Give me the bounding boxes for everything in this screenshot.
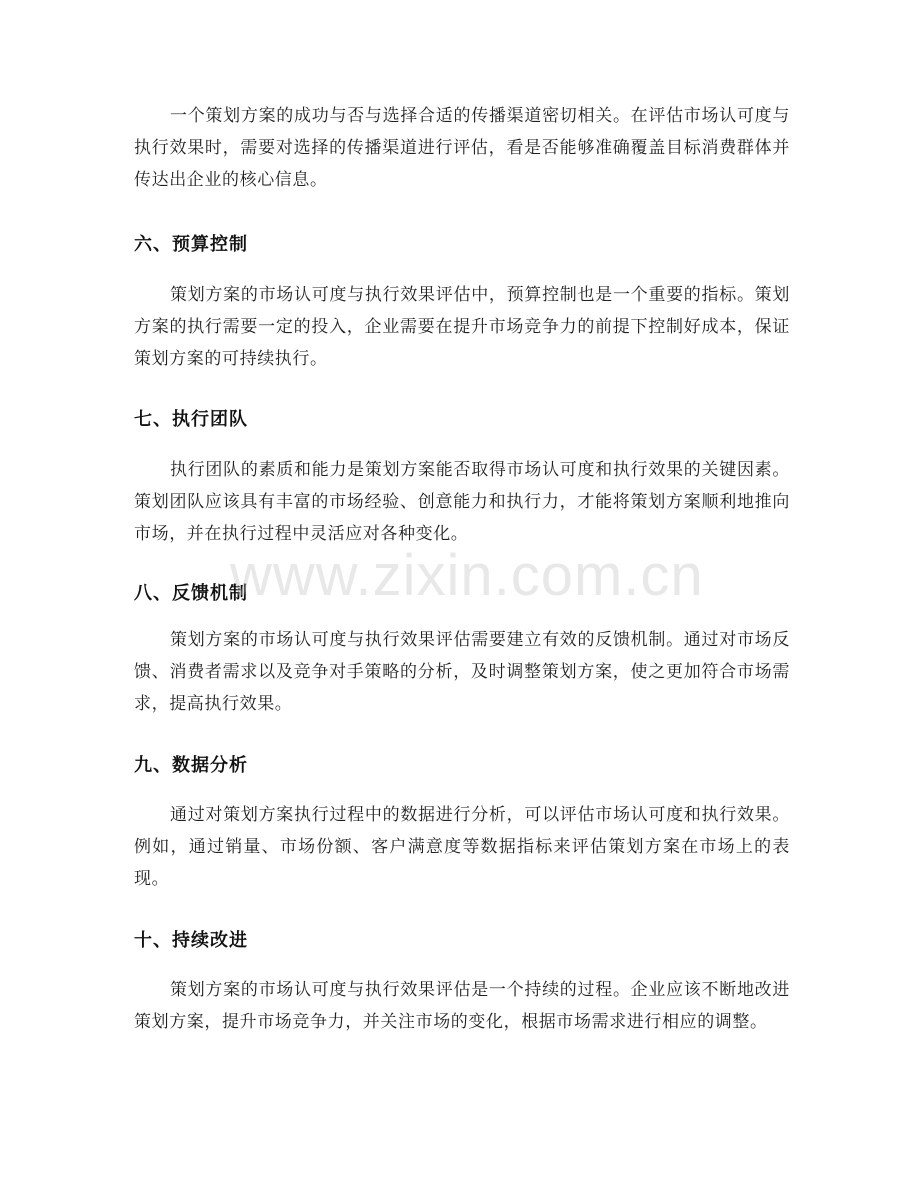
heading-execution-team: 七、执行团队 — [134, 409, 248, 430]
paragraph-budget-control: 策划方案的市场认可度与执行效果评估中，预算控制也是一个重要的指标。策划方案的执行需要一定的投入，企业需要在提升市场竞争力的前提下控制好成本，保证策划方案的可持续执行。 — [134, 285, 790, 369]
paragraph-channel-evaluation: 一个策划方案的成功与否与选择合适的传播渠道密切相关。在评估市场认可度与执行效果时，需要对选择的传播渠道进行评估，看是否能够准确覆盖目标消费群体并传达出企业的核心信息。 — [134, 106, 790, 190]
paragraph-continuous-improvement: 策划方案的市场认可度与执行效果评估是一个持续的过程。企业应该不断地改进策划方案，提升市场竞争力，并关注市场的变化，根据市场需求进行相应的调整。 — [134, 980, 790, 1032]
heading-data-analysis: 九、数据分析 — [134, 755, 248, 776]
heading-feedback-mechanism: 八、反馈机制 — [134, 583, 248, 604]
watermark: www.zixin.com.cn — [230, 543, 704, 608]
paragraph-data-analysis: 通过对策划方案执行过程中的数据进行分析，可以评估市场认可度和执行效果。例如，通过销量、市场份额、客户满意度等数据指标来评估策划方案在市场上的表现。 — [134, 805, 790, 889]
heading-budget-control: 六、预算控制 — [134, 234, 248, 255]
paragraph-feedback-mechanism: 策划方案的市场认可度与执行效果评估需要建立有效的反馈机制。通过对市场反馈、消费者需求以及竞争对手策略的分析，及时调整策划方案，使之更加符合市场需求，提高执行效果。 — [134, 630, 790, 714]
paragraph-execution-team: 执行团队的素质和能力是策划方案能否取得市场认可度和执行效果的关键因素。策划团队应该具有丰富的市场经验、创意能力和执行力，才能将策划方案顺利地推向市场，并在执行过程中灵活应对各种变化。 — [134, 460, 790, 544]
heading-continuous-improvement: 十、持续改进 — [134, 930, 248, 951]
